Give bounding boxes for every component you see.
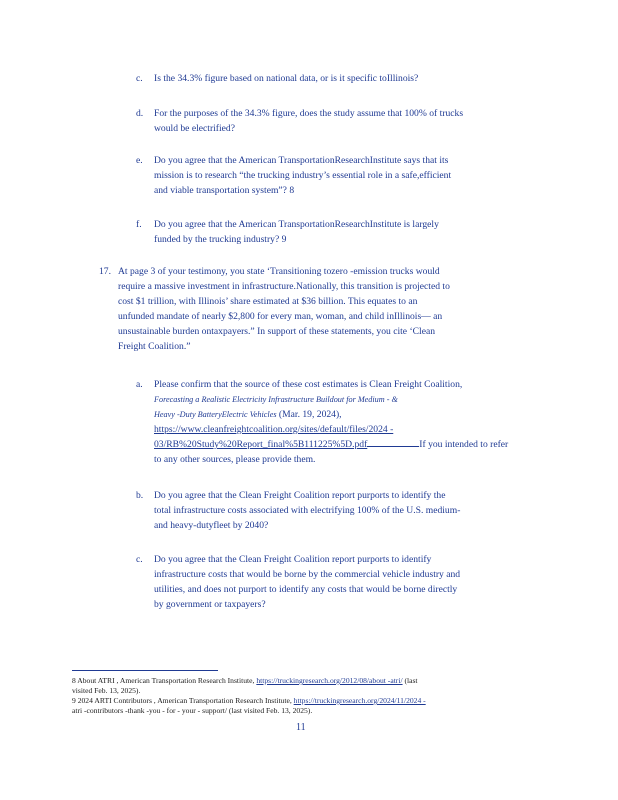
item-marker: e. [136,155,143,166]
question-17c [136,552,546,612]
question-16c [136,71,546,86]
footnotes [72,676,542,716]
item-marker: a. [136,379,143,390]
item-text: to any other sources, please provide them. [154,454,316,465]
item-text: and heavy-dutyfleet by 2040? [154,520,269,531]
item-text: If you intended to refer [419,439,509,450]
page-number: 11 [296,722,306,733]
footnote-divider [72,670,218,671]
item-marker: b. [136,490,144,501]
source-title: Forecasting a Realistic Electricity Infrastructure Buildout for Medium - & [154,395,398,404]
item-marker: c. [136,73,143,84]
question-17b [136,488,546,533]
item-text: unfunded mandate of nearly $2,800 for every man, woman, and child inIllinois— an [118,311,443,322]
item-marker: d. [136,108,144,119]
item-text: funded by the trucking industry? 9 [154,234,287,245]
question-17a [136,377,546,467]
item-text: At page 3 of your testimony, you state ‘Transitioning tozero -emission trucks would [118,266,440,277]
link-underline [367,437,419,447]
question-16e [136,153,546,198]
item-text: cost $1 trillion, with Illinois’ share estimated at $36 billion. This equates to an [118,296,418,307]
item-text: mission is to research “the trucking industry’s essential role in a safe,efficient [154,170,452,181]
item-marker: 17. [99,266,111,277]
question-16f [136,217,546,247]
footnote-text: atri -contributors -thank -you - for - your - support/ (last visited Feb. 13, 2025). [72,706,313,715]
item-text: Please confirm that the source of these cost estimates is Clean Freight Coalition, [154,379,463,390]
item-text: Is the 34.3% figure based on national data, or is it specific toIllinois? [154,73,419,84]
item-text: Do you agree that the Clean Freight Coalition report purports to identify [154,554,432,565]
item-text: unsustainable burden ontaxpayers.” In support of these statements, you cite ‘Clean [118,326,436,337]
item-text: would be electrified? [154,123,235,134]
item-marker: c. [136,554,143,565]
source-link[interactable]: 03/RB%20Study%20Report_final%5B111225%5D.pdf [154,439,368,450]
item-text: and viable transportation system”? 8 [154,185,295,196]
item-text: Do you agree that the American TransportationResearchInstitute says that its [154,155,449,166]
footnote-link[interactable]: https://truckingresearch.org/2024/11/2024 - [293,696,426,705]
source-title: Heavy -Duty BatteryElectric Vehicles [154,410,277,419]
source-link[interactable]: https://www.cleanfreightcoalition.org/sites/default/files/2024 - [154,424,394,435]
question-17 [99,264,539,354]
footnote-text: 8 About ATRI , American Transportation Research Institute, [72,676,255,685]
item-text: Do you agree that the Clean Freight Coalition report purports to identify the [154,490,446,501]
question-16d [136,106,546,136]
footnote-link[interactable]: https://truckingresearch.org/2012/08/about -atri/ [256,676,403,685]
item-text: For the purposes of the 34.3% figure, does the study assume that 100% of trucks [154,108,464,119]
item-text: infrastructure costs that would be borne by the commercial vehicle industry and [154,569,461,580]
item-text: Freight Coalition.” [118,341,191,352]
item-text: Do you agree that the American TransportationResearchInstitute is largely [154,219,439,230]
item-text: utilities, and does not purport to identify any costs that would be borne directly [154,584,458,595]
footnote-text: 9 2024 ARTI Contributors , American Transportation Research Institute, [72,696,292,705]
item-text: total infrastructure costs associated with electrifying 100% of the U.S. medium- [154,505,461,516]
source-date: (Mar. 19, 2024), [276,409,342,420]
footnote-8 [72,676,542,686]
footnote-text: visited Feb. 13, 2025). [72,686,141,695]
item-text: require a massive investment in infrastructure.Nationally, this transition is projected to [118,281,450,292]
footnote-9 [72,696,542,706]
footnote-text: (last [402,676,418,685]
item-text: by government or taxpayers? [154,599,266,610]
item-marker: f. [136,219,142,230]
